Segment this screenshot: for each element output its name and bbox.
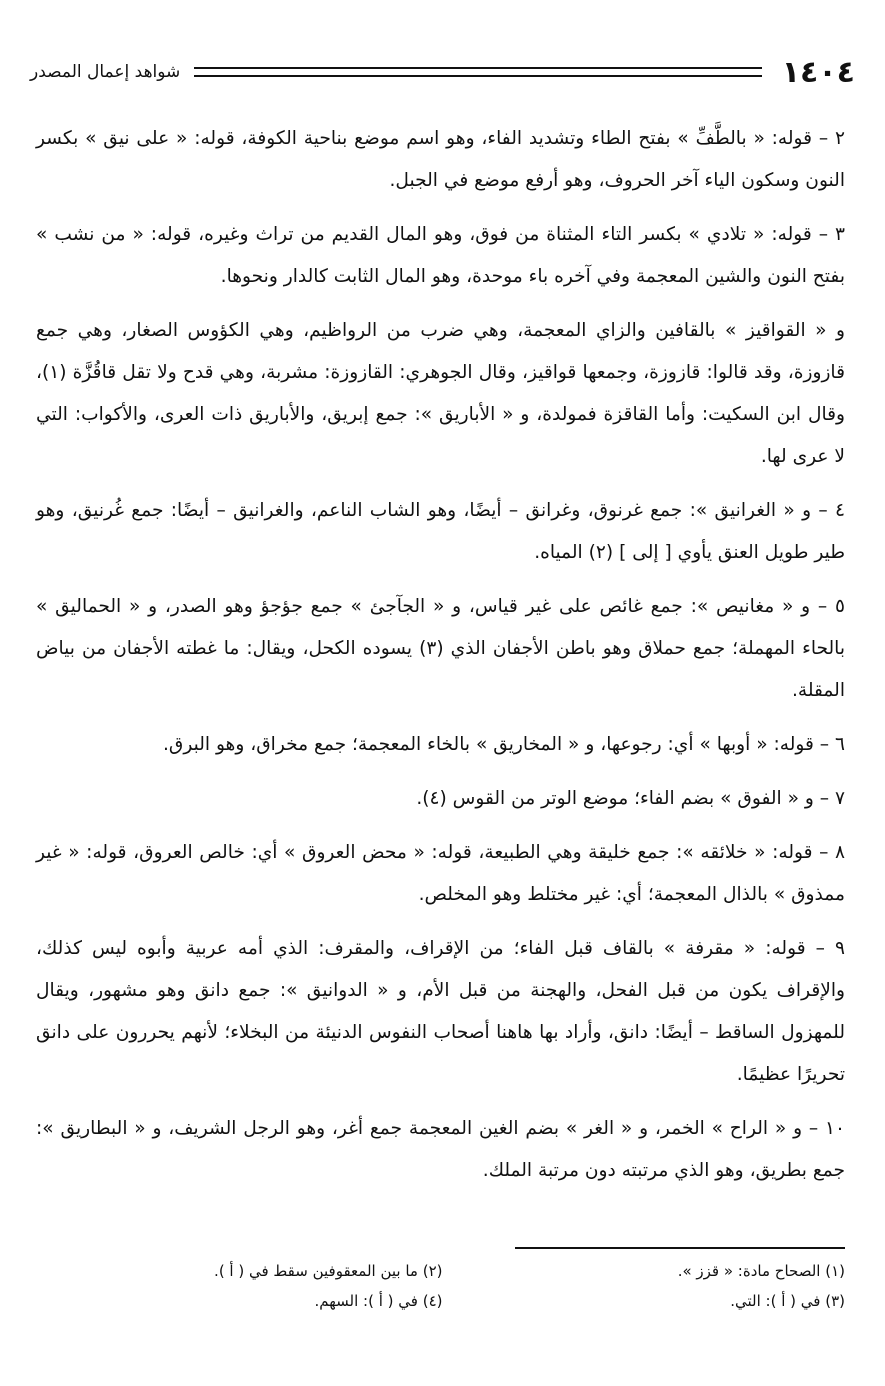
footnote-4: (٤) في ( أ ): السهم. — [314, 1292, 443, 1310]
footnote-separator — [515, 1247, 845, 1249]
footnote-3: (٣) في ( أ ): التي. — [730, 1292, 845, 1310]
paragraph-4: ٤ – و « الغرانيق »: جمع غرنوق، وغرانق – أيضًا، وهو الشاب الناعم، والغرانيق – أيضًا: جمع غُرنيق، وهو طير طويل العنق يأوي [ إلى ] (٢) المياه. — [36, 500, 845, 563]
paragraph-8: ٨ – قوله: « خلائقه »: جمع خليقة وهي الطبيعة، قوله: « محض العروق » أي: خالص العروق، قوله: « غير ممذوق » بالذال المعجمة؛ أي: غير مختلط وهو المخلص. — [36, 842, 845, 905]
footnote-2: (٢) ما بين المعقوفين سقط في ( أ ). — [214, 1262, 443, 1280]
page-body — [36, 118, 845, 1204]
page-number: ١٤٠٤ — [781, 54, 855, 90]
page-header — [30, 52, 855, 92]
header-double-rule — [194, 67, 761, 77]
paragraph-6: ٦ – قوله: « أوبها » أي: رجوعها، و « المخاريق » بالخاء المعجمة؛ جمع مخراق، وهو البرق. — [163, 734, 845, 755]
paragraph-5: ٥ – و « مغانيص »: جمع غائص على غير قياس، و « الجآجئ » جمع جؤجؤ وهو الصدر، و « الحماليق » بالحاء المهملة؛ جمع حملاق وهو باطن الأجفان الذي (٣) يسوده الكحل، ويقال: ما غطته الأجفان من بياض المقلة. — [36, 596, 845, 701]
paragraph-3: ٣ – قوله: « تلادي » بكسر التاء المثناة من فوق، وهو المال القديم من تراث وغيره، قوله: « من نشب » بفتح النون والشين المعجمة وفي آخره باء موحدة، وهو المال الثابت كالدار ونحوها. — [36, 224, 845, 287]
paragraph-9: ٩ – قوله: « مقرفة » بالقاف قبل الفاء؛ من الإقراف، والمقرف: الذي أمه عربية وأبوه ليس كذلك، والإقراف يكون من قبل الفحل، والهجنة من قبل الأم، و « الدوانيق »: جمع دانق وهو مشهور، ويقال للمهزول الساقط – أيضًا: دانق، وأراد بها هاهنا أصحاب النفوس الدنيئة من البخلاء؛ لأنهم يحررون على دانق تحريرًا عظيمًا. — [36, 938, 845, 1085]
paragraph-10: ١٠ – و « الراح » الخمر، و « الغر » بضم الغين المعجمة جمع أغر، وهو الرجل الشريف، و « البطاريق »: جمع بطريق، وهو الذي مرتبته دون مرتبة الملك. — [36, 1118, 845, 1181]
paragraph-qawaqiz: و « القواقيز » بالقافين والزاي المعجمة، وهي ضرب من الرواظيم، وهي الكؤوس الصغار، وهي جمع قازوزة، وقد قالوا: قازوزة، وجمعها قواقيز، وقال الجوهري: القازوزة: مشربة، وهي قدح ولا تقل قاقُزَّة (١)، وقال ابن السكيت: وأما القاقزة فمولدة، و « الأباريق »: جمع إبريق، والأباريق ذات العرى، والأكواب: التي لا عرى لها. — [36, 320, 845, 467]
paragraph-7: ٧ – و « الفوق » بضم الفاء؛ موضع الوتر من القوس (٤). — [416, 788, 845, 809]
paragraph-2: ٢ – قوله: « بالطَّفِّ » بفتح الطاء وتشديد الفاء، وهو اسم موضع بناحية الكوفة، قوله: « على نيق » بكسر النون وسكون الياء آخر الحروف، وهو أرفع موضع في الجبل. — [36, 128, 845, 191]
footnote-1: (١) الصحاح مادة: « قزز ». — [677, 1262, 845, 1280]
footnotes — [40, 1258, 845, 1314]
running-title: شواهد إعمال المصدر — [30, 62, 181, 82]
